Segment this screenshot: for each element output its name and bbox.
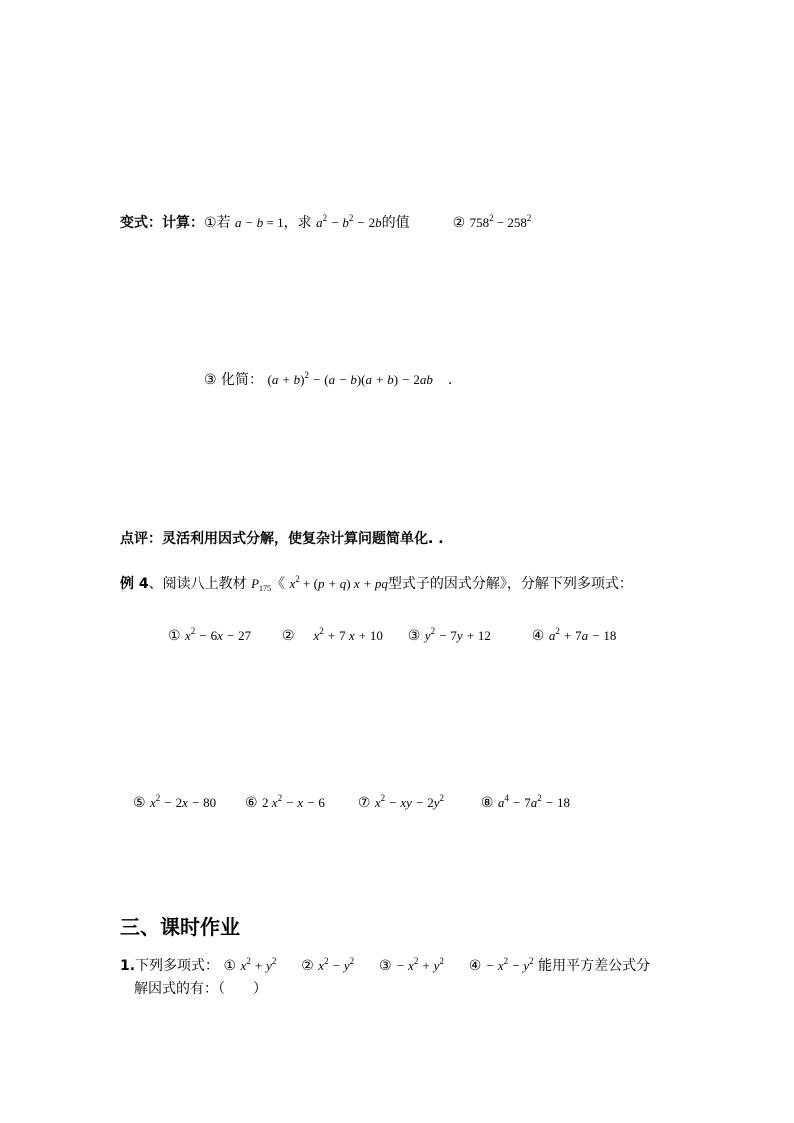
variant-label: 变式： bbox=[120, 215, 162, 231]
homework-q1-text: 下列多项式： bbox=[135, 958, 220, 974]
example4-label: 例 4 bbox=[120, 576, 149, 592]
item-marker-3: ③ bbox=[407, 628, 421, 644]
formula-item6: 2 $x^2 - x - 6$ bbox=[262, 793, 325, 810]
q1-suffix: 的值 bbox=[381, 215, 410, 231]
hw-marker-2: ② bbox=[301, 958, 314, 974]
formula-simplify: $(a + b)^2 - (a - b)(a + b) - 2ab$ bbox=[267, 370, 433, 387]
example4-items-row1 bbox=[168, 628, 616, 644]
hw-marker-1: ① bbox=[223, 958, 237, 974]
homework-q1-line1 bbox=[120, 955, 650, 975]
homework-q1-number: 1. bbox=[120, 958, 136, 974]
comment-line bbox=[120, 528, 444, 548]
item-marker-5: ⑤ bbox=[133, 795, 146, 811]
example4-line bbox=[120, 573, 633, 593]
hw-marker-3: ③ bbox=[379, 958, 392, 974]
example4-text-after: 型式子的因式分解》，分解下列多项式： bbox=[387, 576, 633, 592]
formula-item4: $a^2 + 7a - 18$ bbox=[548, 626, 617, 643]
homework-q1-line2: 解因式的有：（ ） bbox=[134, 981, 267, 997]
formula-item8: $a^4 - 7a^2 - 18$ bbox=[497, 793, 570, 810]
formula-p175: $P_{175}$ bbox=[251, 576, 272, 593]
formula-a-minus-b: a − b = 1 bbox=[235, 215, 284, 230]
simplify-line bbox=[204, 369, 452, 389]
simplify-label: 化简： bbox=[221, 372, 264, 388]
q1-mid: ，求 bbox=[283, 215, 312, 231]
example4-text-before: 、阅读八上教材 bbox=[148, 576, 247, 592]
formula-item7: $x^2$ − xy − $2y^2$ bbox=[374, 793, 444, 810]
formula-hw3: − $x^2 + y^2$ bbox=[396, 956, 444, 973]
item-marker-4: ④ bbox=[531, 628, 545, 644]
calc-label: 计算： bbox=[162, 215, 204, 231]
item-marker-7: ⑦ bbox=[357, 795, 371, 811]
formula-item3: $y^2 - 7y + 12$ bbox=[424, 626, 491, 643]
formula-item5: $x^2 - 2x - 80$ bbox=[150, 793, 217, 810]
item-marker-6: ⑥ bbox=[245, 795, 258, 811]
item-marker-8: ⑧ bbox=[480, 795, 494, 811]
q3-marker: ③ bbox=[204, 372, 217, 388]
variant-line bbox=[120, 212, 531, 232]
formula-758-258: $758^2 - 258^2$ bbox=[469, 213, 532, 230]
hw-marker-4: ④ bbox=[468, 958, 482, 974]
homework-q1-tail: 能用平方差公式分 bbox=[538, 958, 651, 974]
comment-text: 灵活利用因式分解，使复杂计算问题简单化. . bbox=[162, 531, 444, 547]
formula-a2-b2-2b: $a^2 - b^2 - 2b$ bbox=[316, 213, 382, 230]
formula-hw4: − $x^2 - y^2$ bbox=[485, 956, 534, 973]
example4-open: 《 bbox=[271, 576, 286, 592]
item-marker-2: ② bbox=[282, 628, 295, 644]
formula-item1: $x^2 - 6x - 27$ bbox=[185, 626, 252, 643]
section-heading: 三、课时作业 bbox=[120, 915, 240, 939]
comment-label: 点评： bbox=[120, 531, 162, 547]
simplify-period: . bbox=[447, 372, 453, 388]
formula-item2: $x^2 + 7$ x + 10 bbox=[313, 626, 383, 643]
example4-items-row2 bbox=[133, 795, 570, 811]
formula-x2-pq: $x^2 + (p + q) x$ + pq bbox=[289, 574, 388, 591]
item-marker-1: ① bbox=[168, 628, 181, 644]
q1-prefix: ①若 bbox=[204, 215, 231, 231]
q2-marker: ② bbox=[452, 215, 466, 231]
formula-hw1: $x^2 + y^2$ bbox=[240, 956, 277, 973]
formula-hw2: $x^2 - y^2$ bbox=[318, 956, 355, 973]
